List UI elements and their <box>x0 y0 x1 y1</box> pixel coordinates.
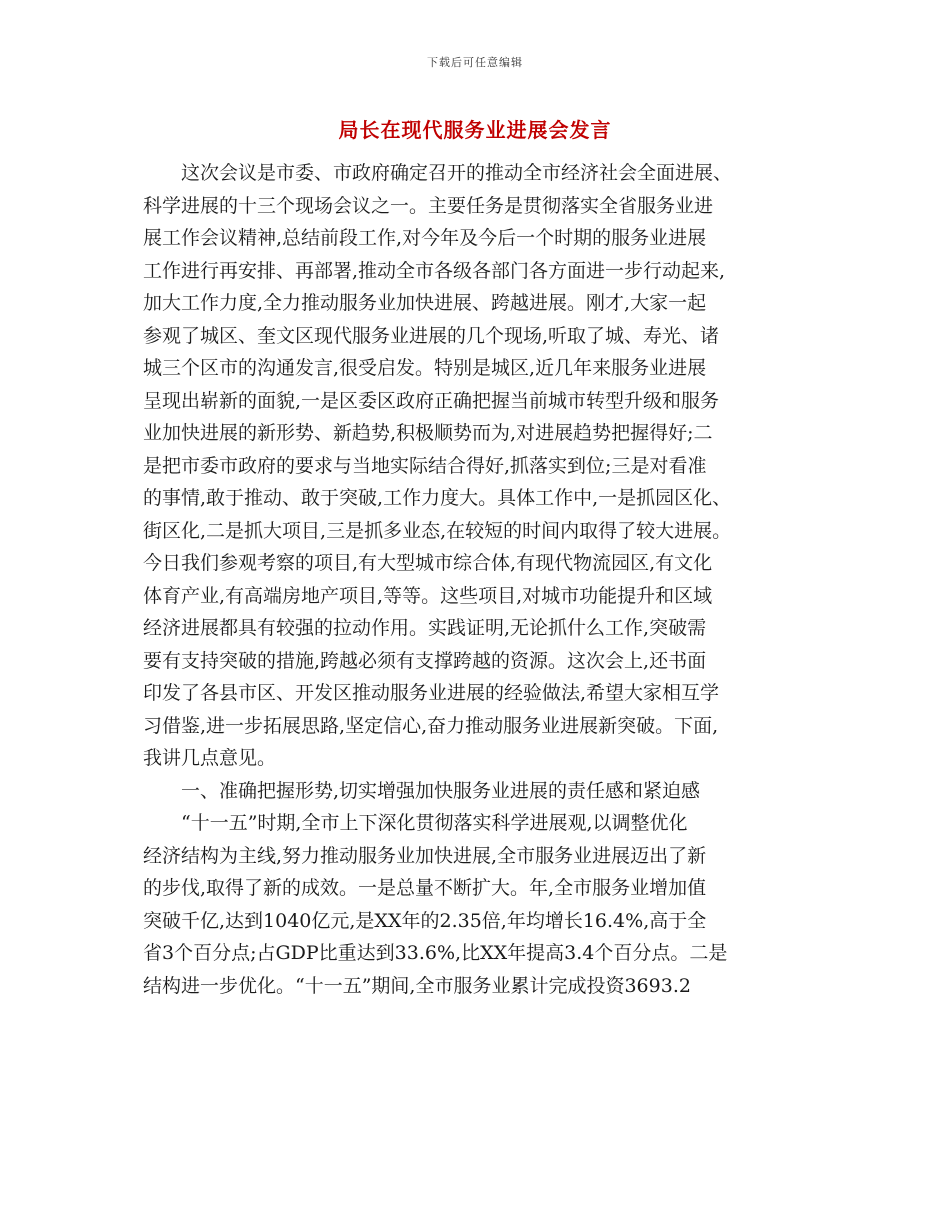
paragraph-line: 要有支持突破的措施,跨越必须有支撑跨越的资源。这次会上,还书面 <box>143 649 707 672</box>
paragraph-line: 城三个区市的沟通发言,很受启发。特别是城区,近几年来服务业进展 <box>143 357 707 379</box>
paragraph-line: 科学进展的十三个现场会议之一。主要任务是贯彻落实全省服务业进 <box>143 194 714 217</box>
paragraph-line: 体育产业,有高端房地产项目,等等。这些项目,对城市功能提升和区域 <box>143 584 713 607</box>
paragraph-line: 工作进行再安排、再部署,推动全市各级各部门各方面进一步行动起来, <box>143 259 726 282</box>
paragraph-line: 这次会议是市委、市政府确定召开的推动全市经济社会全面进展、 <box>181 162 733 184</box>
paragraph-line: 省3个百分点;占GDP比重达到33.6%,比XX年提高3.4个百分点。二是 <box>143 942 728 964</box>
paragraph-line: 业加快进展的新形势、新趋势,积极顺势而为,对进展趋势把握得好;二 <box>143 422 713 444</box>
paragraph-line: 的步伐,取得了新的成效。一是总量不断扩大。年,全市服务业增加值 <box>143 877 707 899</box>
paragraph-line: 参观了城区、奎文区现代服务业进展的几个现场,听取了城、寿光、诸 <box>143 324 720 347</box>
header-note: 下载后可任意编辑 <box>427 56 523 69</box>
paragraph-line: 的事情,敢于推动、敢于突破,工作力度大。具体工作中,一是抓园区化、 <box>143 487 732 509</box>
paragraph-line: 加大工作力度,全力推动服务业加快进展、跨越进展。刚才,大家一起 <box>143 292 707 314</box>
section-heading: 一、准确把握形势,切实增强加快服务业进展的责任感和紧迫感 <box>181 779 701 802</box>
paragraph-line: 呈现出崭新的面貌,一是区委区政府正确把握当前城市转型升级和服务 <box>143 389 720 412</box>
paragraph-line: 印发了各县市区、开发区推动服务业进展的经验做法,希望大家相互学 <box>143 682 720 704</box>
document-title: 局长在现代服务业进展会发言 <box>338 118 612 142</box>
paragraph-line: 街区化,二是抓大项目,三是抓多业态,在较短的时间内取得了较大进展。 <box>143 519 732 542</box>
paragraph-line: 经济结构为主线,努力推动服务业加快进展,全市服务业进展迈出了新 <box>143 844 707 867</box>
paragraph-line: 展工作会议精神,总结前段工作,对今年及今后一个时期的服务业进展 <box>143 227 707 249</box>
paragraph-line: 我讲几点意见。 <box>143 747 277 769</box>
paragraph-line: 突破千亿,达到1040亿元,是XX年的2.35倍,年均增长16.4%,高于全 <box>143 909 707 932</box>
document-body <box>143 157 813 1002</box>
paragraph-line: “十一五”时期,全市上下深化贯彻落实科学进展观,以调整优化 <box>181 812 688 834</box>
paragraph-line: 今日我们参观考察的项目,有大型城市综合体,有现代物流园区,有文化 <box>143 552 713 574</box>
paragraph-line: 经济进展都具有较强的拉动作用。实践证明,无论抓什么工作,突破需 <box>143 617 707 639</box>
paragraph-line: 习借鉴,进一步拓展思路,坚定信心,奋力推动服务业进展新突破。下面, <box>143 714 719 737</box>
paragraph-line: 结构进一步优化。“十一五”期间,全市服务业累计完成投资3693.2 <box>143 974 691 997</box>
paragraph-line: 是把市委市政府的要求与当地实际结合得好,抓落实到位;三是对看准 <box>143 454 707 477</box>
